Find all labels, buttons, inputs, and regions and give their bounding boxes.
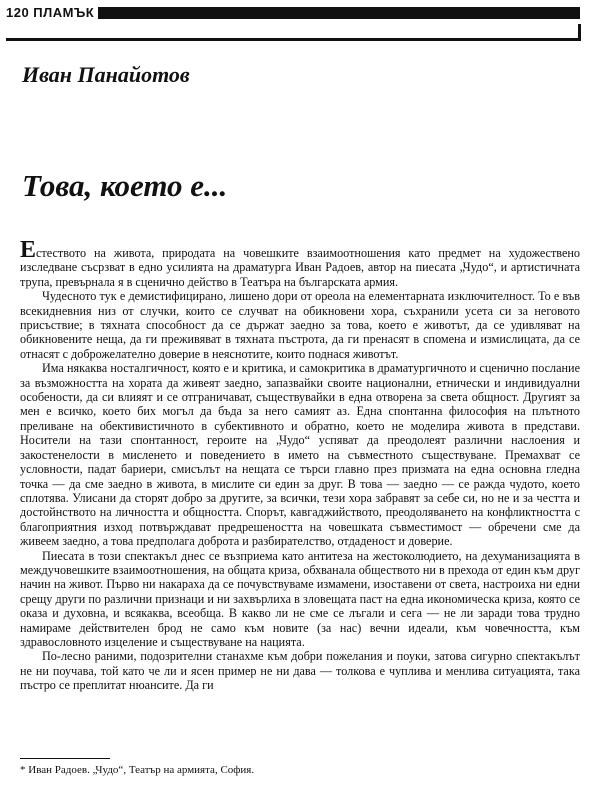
footnote-divider [20,758,110,759]
article-body [20,237,580,693]
header-bar [98,7,580,19]
running-header [6,6,580,22]
paragraph-2: Чудесното тук е демистифицирано, лишено дори от ореола на елементарната изключителност. То е във всекидневния низ от случки, които се случват на обикновени хора, съхранили усета си за неговото присъствие; в тяхната способност да се държат заедно за това, което е животът, да се удивляват на обикновените неща, да ги преживяват в тяхната пъстрота, да ги пренасят в спомена и измислицата, да се отнасят с доброжелателно доверие в неяснотите, които поднася животът. [20,289,580,361]
author-name: Иван Панайотов [22,62,190,87]
paragraph-4: Пиесата в този спектакъл днес се възприема като антитеза на жестоколюдието, на дехуманизацията в междучовешките взаимоотношения, на общата криза, обхванала обществото ни в прехода от един към друг начин на живот. Първо ни накараха да се почувствуваме измамени, изоставени от света, настроиха ни едни срещу други по различни признаци и ни захвърлиха в зловещата паст на една икономическа криза, която се оказа и духовна, и всякаква, всеобща. В какво ли не сме се лъгали и сега — не ли заради това трудно намираме действителен брод не само към новите (за нас) вечни идеали, към човечността, към здравословното изцеление и съществуване на нацията. [20,548,580,649]
paragraph-5: По-лесно раними, подозрителни станахме към добри пожелания и поуки, затова сигурно спектакълът не ни поучава, той като че ли и ясен пример не ни дава — толкова е чуплива и менлива ситуацията, така пъстро се преплитат нюансите. Да ги [20,649,580,693]
drop-cap: Е [20,237,37,263]
footnote: * Иван Радоев. „Чудо“, Театър на армията, София. [20,764,255,776]
article-title: Това, което е... [22,168,228,203]
paragraph-1-text: стеството на живота, природата на човешките взаимоотношения като предмет на художествено изследване съсрзват в едно усилията на драматурга Иван Радоев, автор на пиесата „Чудо“, и артистичната трупа, превърнала я в сценично действо в Театъра на българската армия. [20,246,580,289]
paragraph-1 [20,237,580,289]
running-head-text: 120 ПЛАМЪК [6,5,95,20]
frame-bottom-rule [6,38,581,41]
paragraph-3: Има някаква носталгичност, която е и критика, и самокритика в драматургичното и сценично послание за възможността на хората да живеят заедно, запазвайки своите национални, етнически и индивидуални особености, да си влияят и се отграничават, съществувайки в една отворена за света общност. Другият за мен е всичко, което бих могъл да бъда за него самият аз. Една спонтанна философия на плътното преливане на обективистичното в субективното и обратно, което не моделира живота в представи. Носители на тази спонтанност, героите на „Чудо“ успяват да преодолеят различни наслоения и закостенелости в мисленето и поведението в името на съвместното съществуване. Премахват се условности, падат бариери, смисълът на нещата се търси главно през призмата на една основна гледна точка — да сме заедно в живота, в мислите си един за друг. В това — заедно — се ражда чудото, което сплотява. Улисани да сторят добро за другите, за всички, тези хора забравят за себе си, но не и за честта и достойнството на личността и общността. Спорът, кавгаджийството, преодоляването на конфликтността с благоприятния изход потвърждават предрешеността на човешката съвместимост — обречени сме да живеем заедно, а това предполага доброта и разбирателство, отдаденост и доверие. [20,361,580,549]
